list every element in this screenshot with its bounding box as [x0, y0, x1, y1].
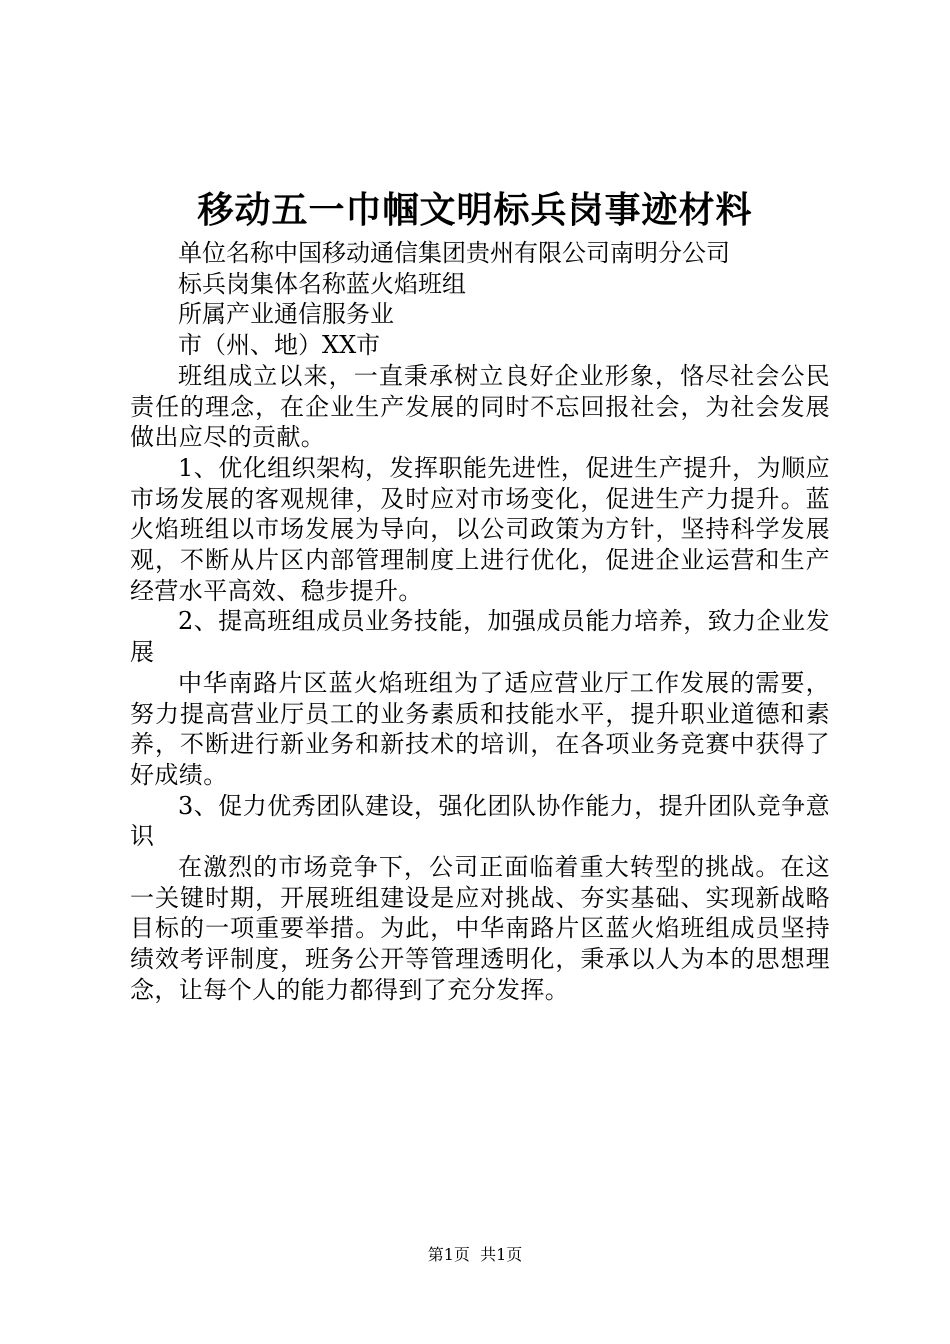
unit-name-line: 单位名称中国移动通信集团贵州有限公司南明分公司: [178, 239, 730, 267]
city-line: 市（州、地）XX市: [178, 331, 381, 360]
paragraph-section-3-heading: 3、促力优秀团队建设，强化团队协作能力，提升团队竞争意识: [130, 791, 830, 851]
page-number-current: 第1页: [427, 1245, 470, 1264]
paragraph-section-2-heading: 2、提高班组成员业务技能，加强成员能力培养，致力企业发展: [130, 607, 830, 667]
paragraph-section-1: 1、优化组织架构，发挥职能先进性，促进生产提升，为顺应市场发展的客观规律，及时应对市场变化，促进生产力提升。蓝火焰班组以市场发展为导向，以公司政策为方针，坚持科学发展观，不断从片区内部管理制度上进行优化，促进企业运营和生产经营水平高效、稳步提升。: [130, 453, 830, 605]
paragraph-section-3-body: 在激烈的市场竞争下，公司正面临着重大转型的挑战。在这一关键时期，开展班组建设是应对挑战、夯实基础、实现新战略目标的一项重要举措。为此，中华南路片区蓝火焰班组成员坚持绩效考评制度，班务公开等管理透明化，秉承以人为本的思想理念，让每个人的能力都得到了充分发挥。: [130, 853, 830, 1004]
page-footer: [0, 1244, 950, 1266]
document-body: [130, 238, 830, 1006]
page-number-total: 共1页: [480, 1245, 523, 1264]
paragraph-section-2-body: 中华南路片区蓝火焰班组为了适应营业厅工作发展的需要，努力提高营业厅员工的业务素质和技能水平，提升职业道德和素养，不断进行新业务和新技术的培训，在各项业务竞赛中获得了好成绩。: [130, 668, 830, 789]
paragraph-intro: 班组成立以来，一直秉承树立良好企业形象，恪尽社会公民责任的理念，在企业生产发展的同时不忘回报社会，为社会发展做出应尽的贡献。: [130, 361, 830, 452]
document-title: 移动五一巾帼文明标兵岗事迹材料: [197, 189, 753, 231]
footer-spacer: [470, 1245, 480, 1264]
group-name-line: 标兵岗集体名称蓝火焰班组: [178, 269, 466, 298]
industry-line: 所属产业通信服务业: [178, 300, 394, 329]
